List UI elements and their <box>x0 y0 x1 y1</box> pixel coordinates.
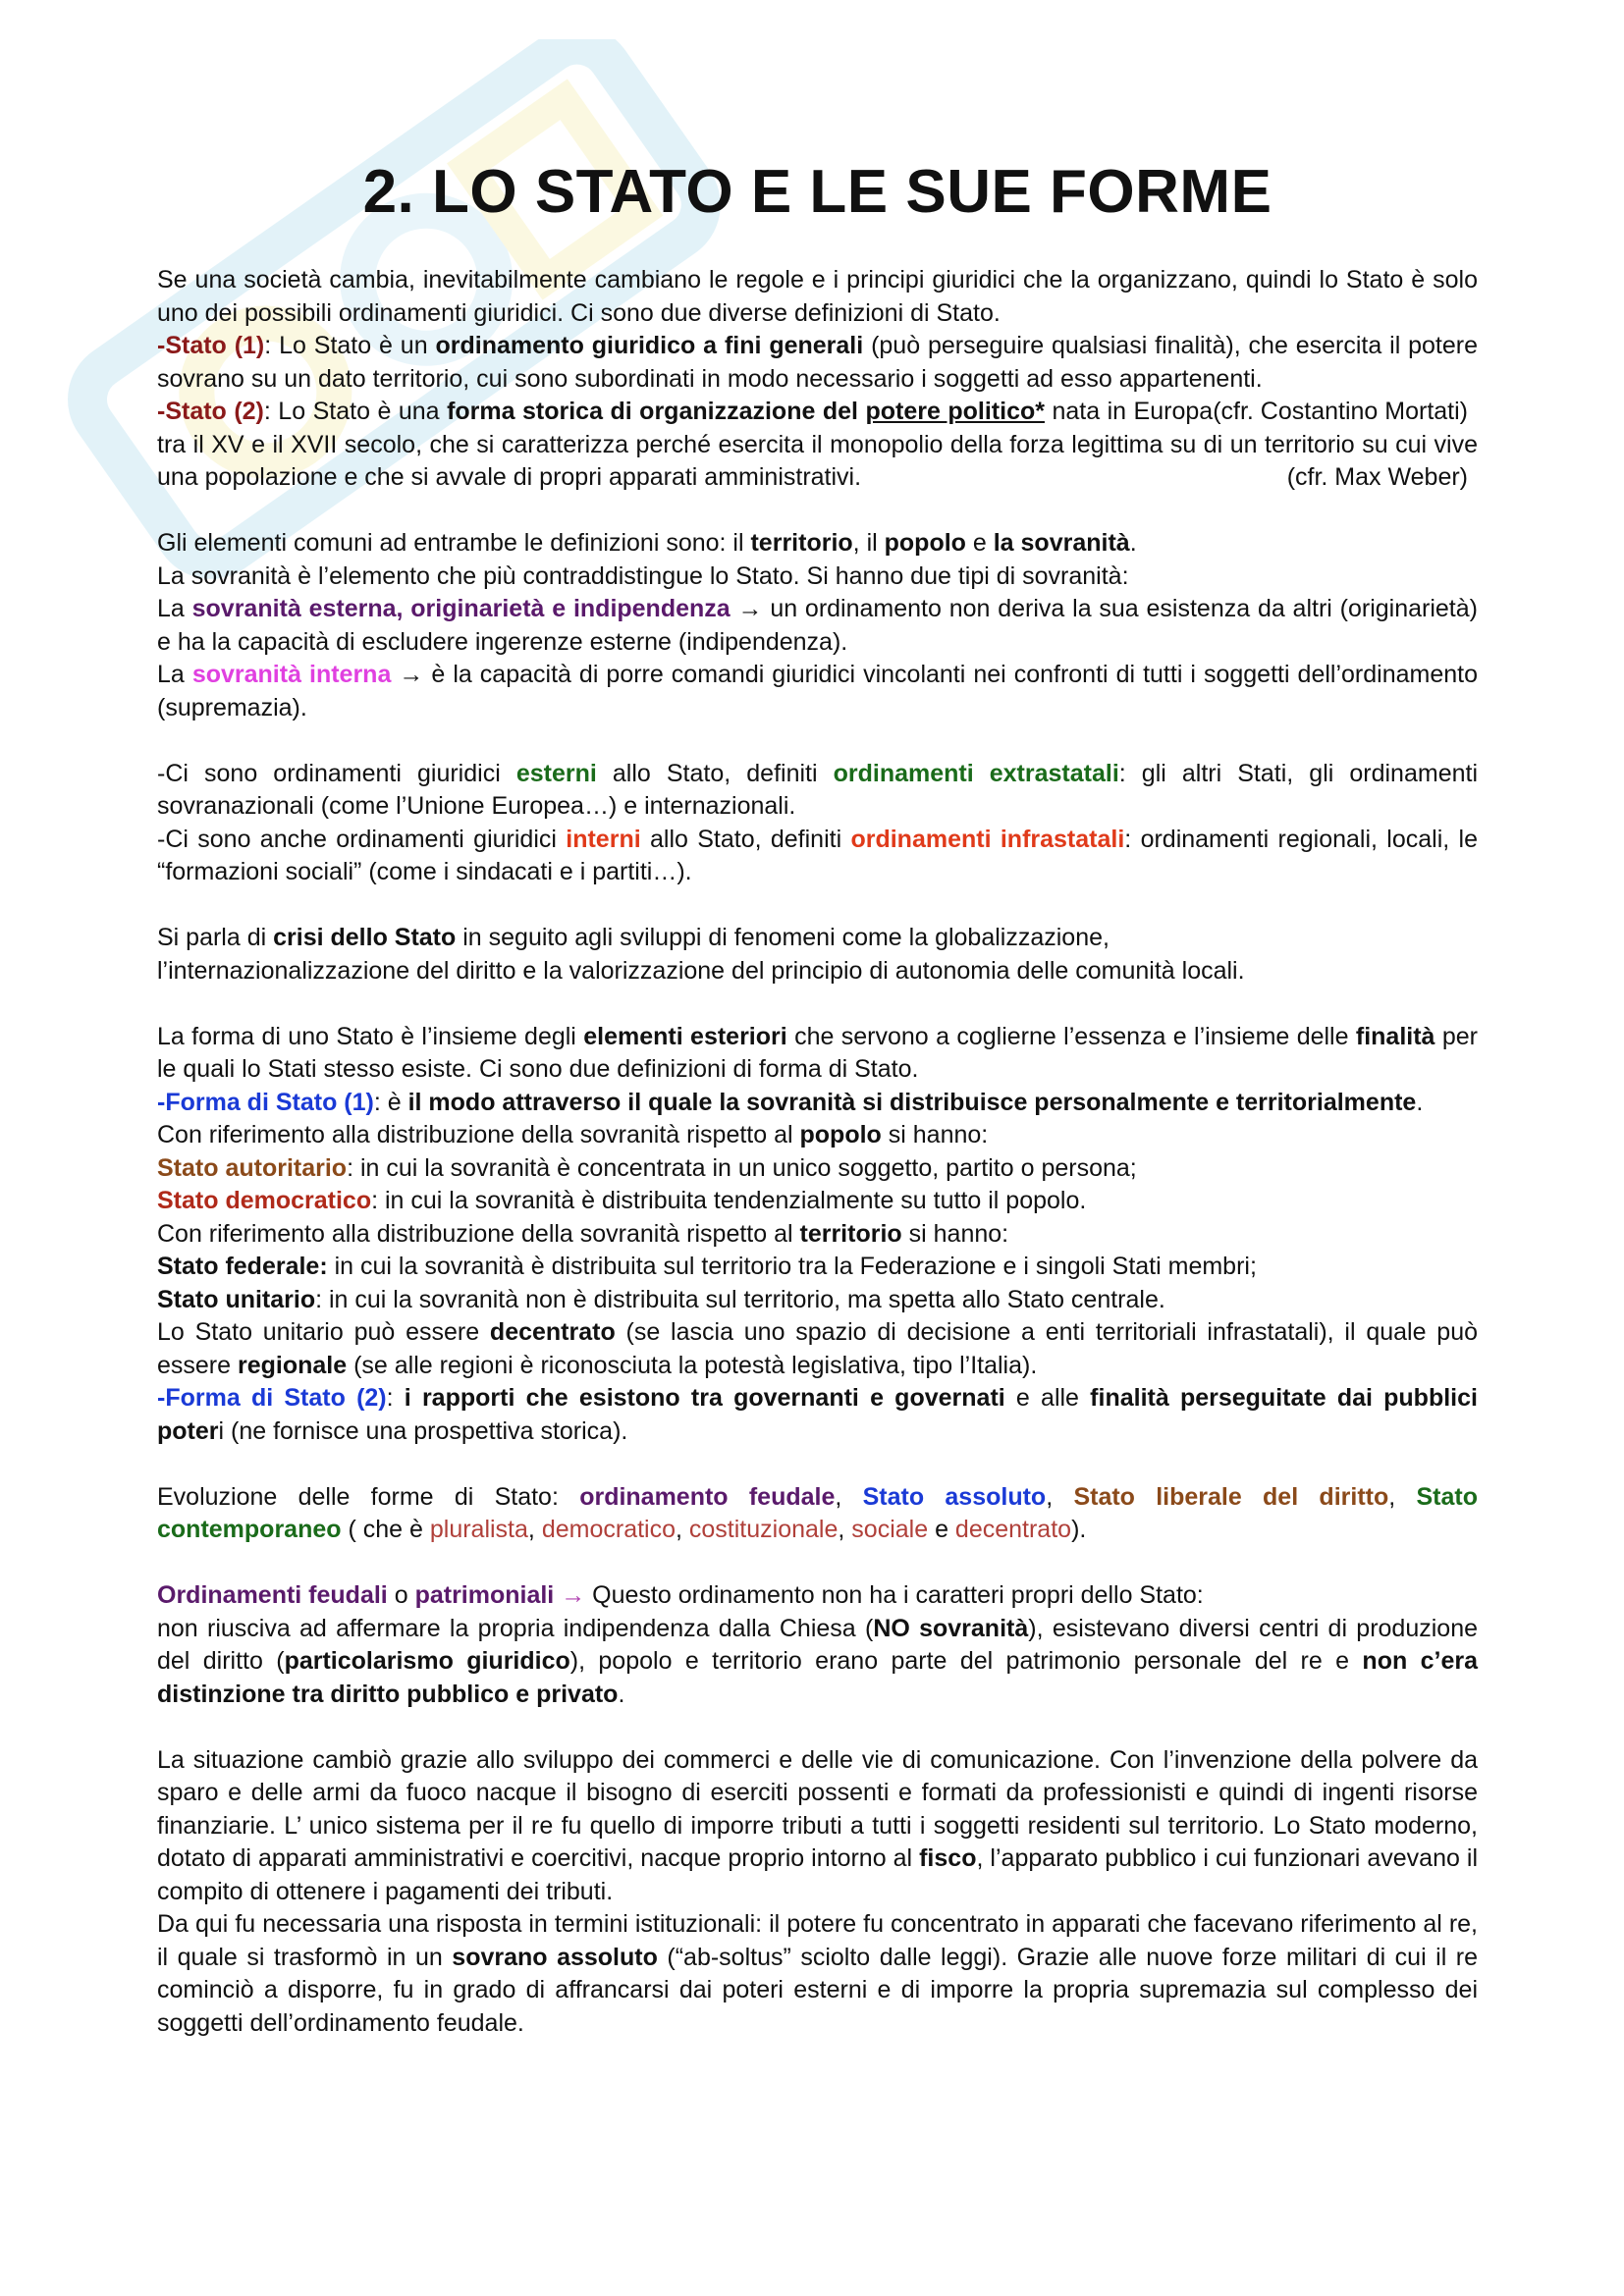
text-span: , <box>835 1482 863 1511</box>
text-span: -Ci sono anche ordinamenti giuridici <box>157 825 567 853</box>
text-span: ordinamenti infrastatali <box>850 825 1125 853</box>
arrow-right-icon: → <box>730 595 771 622</box>
text-span: ), esistevano diversi centri di produzione del diritto ( <box>157 1614 1478 1675</box>
sovranita-interna-label: sovranità interna <box>191 661 392 688</box>
stato-1-label: -Stato (1) <box>157 332 265 359</box>
text-span: finalità <box>1355 1022 1435 1050</box>
text-span: (se alle regioni è riconosciuta la potestà legislativa, tipo l’Italia). <box>347 1351 1038 1379</box>
sovranita-interna-paragraph <box>157 659 1478 724</box>
page-title: 2. LO STATO E LE SUE FORME <box>362 158 1272 226</box>
text-span: La <box>157 595 192 622</box>
document-page <box>157 147 1478 2040</box>
feudali-paragraph <box>157 1613 1478 1712</box>
ordinamenti-esterni-paragraph <box>157 758 1478 824</box>
text-span: democratico <box>541 1516 676 1543</box>
text-span: (se lascia uno spazio di decisione a enti territoriali infrastatali), il quale può essere <box>157 1318 1479 1379</box>
text-span: allo Stato, definiti <box>596 759 834 787</box>
text-span: in seguito agli sviluppi di fenomeni come la globalizzazione, <box>456 924 1110 951</box>
text-span: : in cui la sovranità non è distribuita sul territorio, ma spetta allo Stato centrale. <box>315 1285 1165 1313</box>
text-span: : ordinamenti regionali, locali, le “formazioni sociali” (come i sindacati e i partiti…). <box>157 825 1478 885</box>
arrow-right-icon: → <box>554 1581 593 1609</box>
stato-2-label: -Stato (2) <box>157 398 264 425</box>
text-span: decentrato <box>489 1318 616 1346</box>
text-span: : in cui la sovranità è concentrata in un unico soggetto, partito o persona; <box>347 1153 1137 1182</box>
text-span: non riusciva ad affermare la propria indipendenza dalla Chiesa ( <box>157 1614 874 1642</box>
intro-paragraph: Se una società cambia, inevitabilmente cambiano le regole e i principi giuridici che la organizzano, quindi lo Stato è solo uno dei possibili ordinamenti giuridici. Ci sono due diverse definizioni di Stato. <box>157 266 1478 327</box>
text-span: , il <box>852 529 885 557</box>
text-span: , <box>1388 1482 1417 1511</box>
feudali-heading-line <box>157 1579 1478 1613</box>
forma-intro-paragraph <box>157 1021 1478 1087</box>
crisi-paragraph <box>157 922 1478 988</box>
stato-federale-line <box>157 1251 1478 1284</box>
text-span: Con riferimento alla distribuzione della sovranità rispetto al <box>157 1219 800 1248</box>
text-span: i rapporti che esistono tra governanti e governati <box>404 1384 1005 1412</box>
text-span: -Ci sono ordinamenti giuridici <box>157 759 516 787</box>
text-span: , <box>527 1516 542 1543</box>
text-span: Con riferimento alla distribuzione della sovranità rispetto al <box>157 1121 800 1148</box>
sovranita-intro: La sovranità è l’elemento che più contraddistingue lo Stato. Si hanno due tipi di sovranità: <box>157 561 1129 590</box>
text-span: patrimoniali <box>414 1581 555 1609</box>
text-span: territorio <box>750 529 853 557</box>
text-span: non c’era distinzione tra diritto pubblico e privato <box>157 1647 1478 1708</box>
text-span: . <box>618 1680 625 1708</box>
text-span: Stato democratico <box>157 1187 372 1214</box>
text-span: ordinamenti extrastatali <box>833 759 1119 787</box>
text-span: Stato federale: <box>157 1253 328 1280</box>
text-span: in cui la sovranità è distribuita sul territorio tra la Federazione e i singoli Stati membri; <box>327 1253 1257 1280</box>
text-span: La <box>157 661 192 688</box>
text-span: territorio <box>799 1219 902 1248</box>
situazione-paragraph <box>157 1744 1478 1909</box>
text-span: Questo ordinamento non ha i caratteri propri dello Stato: <box>592 1581 1204 1609</box>
text-span: (“ab-soltus” sciolto dalle leggi). Grazie alle nuove forze militari di cui il re cominciò a disporre, fu in grado di affrancarsi dai poteri esterni e di imporre la propria supremazia sul complesso dei soggetti dell’ordinamento feudale. <box>157 1943 1479 2037</box>
text-span: interni <box>566 825 641 853</box>
stato-democratico-line <box>157 1185 1478 1218</box>
text-span: Stato assoluto <box>862 1482 1047 1511</box>
text-span: forma storica di organizzazione del <box>447 398 866 425</box>
text-span: , l’apparato pubblico i cui funzionari avevano il compito di ottenere i pagamenti dei tributi. <box>157 1844 1478 1905</box>
text-span: e <box>928 1516 955 1543</box>
text-span: : Lo Stato è una <box>263 398 448 425</box>
text-span: finalità perseguitate dai pubblici poter <box>157 1384 1478 1445</box>
text-span: e <box>965 529 994 557</box>
text-span: crisi dello Stato <box>273 924 457 951</box>
citation-weber: (cfr. Max Weber) <box>1286 463 1468 491</box>
text-span: potere politico* <box>865 398 1045 425</box>
forma-2-label: -Forma di Stato (2) <box>157 1384 387 1412</box>
text-span: popolo <box>799 1121 882 1148</box>
text-span: l’internazionalizzazione del diritto e la valorizzazione del principio di autonomia delle comunità locali. <box>157 956 1245 985</box>
text-span: La situazione cambiò grazie allo sviluppo dei commerci e delle vie di comunicazione. Con l’invenzione della polvere da sparo e delle armi da fuoco nacque il bisogno di eserciti possenti e formati da professionisti e quindi di ingenti risorse finanziarie. L’ unico sistema per il re fu quello di imporre tributi a tutti i soggetti residenti sul territorio. Lo Stato moderno, dotato di apparati amministrativi e coercitivi, nacque proprio intorno al <box>157 1745 1478 1872</box>
ordinamenti-interni-paragraph <box>157 824 1478 889</box>
text-span: . <box>1416 1088 1424 1116</box>
text-span: allo Stato, definiti <box>640 825 851 853</box>
sovranita-esterna-paragraph <box>157 593 1478 659</box>
text-span: Evoluzione delle forme di Stato: <box>157 1482 580 1511</box>
text-span: è la capacità di porre comandi giuridici vincolanti nei confronti di tutti i soggetti dell’ordinamento (supremazia). <box>157 661 1478 721</box>
citation-mortati: (cfr. Costantino Mortati) <box>1213 398 1468 425</box>
text-span: , <box>1046 1482 1074 1511</box>
text-span: si hanno: <box>901 1219 1009 1248</box>
text-span: , <box>676 1516 689 1543</box>
text-span: e alle <box>1004 1384 1091 1412</box>
text-span: sovrano assoluto <box>452 1943 658 1971</box>
text-span: : gli altri Stati, gli ordinamenti sovranazionali (come l’Unione Europea…) e internazionali. <box>157 759 1478 820</box>
text-span: il modo attraverso il quale la sovranità si distribuisce personalmente e territorialmente <box>407 1088 1417 1116</box>
text-span: Lo Stato unitario può essere <box>157 1318 490 1346</box>
elementi-paragraph <box>157 527 1478 561</box>
text-span: o <box>387 1581 415 1609</box>
forma-1-label: -Forma di Stato (1) <box>157 1088 374 1116</box>
stato-unitario-line <box>157 1284 1478 1317</box>
text-span: : in cui la sovranità è distribuita tendenzialmente su tutto il popolo. <box>371 1187 1087 1214</box>
stato-autoritario-line <box>157 1152 1478 1186</box>
text-span: fisco <box>919 1844 977 1872</box>
forma-2-paragraph <box>157 1382 1478 1448</box>
text-span: si hanno: <box>881 1121 989 1148</box>
text-span: (può perseguire qualsiasi finalità), che esercita il potere sovrano su un dato territorio, cui sono subordinati in modo necessario i soggetti ad esso appartenenti. <box>157 332 1479 393</box>
forma-1-paragraph <box>157 1087 1478 1120</box>
text-span: NO sovranità <box>873 1614 1029 1642</box>
text-span: Stato autoritario <box>157 1153 348 1182</box>
text-span: Stato liberale del diritto <box>1073 1482 1389 1511</box>
text-span: ordinamento giuridico a fini generali <box>435 332 864 359</box>
text-span: : Lo Stato è un <box>264 332 436 359</box>
text-span: Gli elementi comuni ad entrambe le definizioni sono: il <box>157 529 751 557</box>
text-span: per le quali lo Stati stesso esiste. Ci sono due definizioni di forma di Stato. <box>157 1022 1478 1083</box>
text-span: , <box>838 1516 852 1543</box>
text-span: ( che è <box>341 1516 430 1543</box>
text-span: popolo <box>884 529 966 557</box>
text-span: Si parla di <box>157 924 274 951</box>
risposta-paragraph <box>157 1908 1478 2040</box>
text-span: La forma di uno Stato è l’insieme degli <box>157 1022 584 1050</box>
text-span: sociale <box>851 1516 929 1543</box>
popolo-intro <box>157 1119 1478 1152</box>
evoluzione-paragraph <box>157 1481 1478 1547</box>
text-span: costituzionale <box>688 1516 839 1543</box>
text-span: esterni <box>515 759 597 787</box>
text-span: Da qui fu necessaria una risposta in termini istituzionali: il potere fu concentrato in apparati che facevano riferimento al re, il quale si trasformò in un <box>157 1910 1478 1971</box>
text-span: ), popolo e territorio erano parte del patrimonio personale del re e <box>569 1647 1363 1675</box>
territorio-intro <box>157 1218 1478 1252</box>
text-span: . <box>1129 529 1137 557</box>
text-span: Ordinamenti feudali <box>157 1581 388 1609</box>
text-span: elementi esteriori <box>583 1022 787 1050</box>
text-span: decentrato <box>954 1516 1072 1543</box>
text-span: ). <box>1071 1516 1087 1543</box>
sovranita-esterna-label: sovranità esterna, originarietà e indipendenza <box>191 595 731 622</box>
text-span: : <box>386 1384 405 1412</box>
text-span: che servono a coglierne l’essenza e l’insieme delle <box>786 1022 1356 1050</box>
text-span: Stato unitario <box>157 1285 316 1313</box>
text-span: nata in Europa tra il XV e il XVII secolo, che si caratterizza perché esercita il monopolio della forza legittima su di un territorio su cui vive una popolazione e che si avvale di propri apparati amministrativi. <box>157 398 1478 491</box>
text-span: la sovranità <box>993 529 1130 557</box>
decentrato-paragraph <box>157 1316 1478 1382</box>
arrow-right-icon: → <box>391 661 432 688</box>
text-span: i (ne fornisce una prospettiva storica). <box>218 1416 628 1445</box>
text-span: ordinamento feudale <box>579 1482 836 1511</box>
text-span: : è <box>373 1088 408 1116</box>
text-span: particolarismo giuridico <box>284 1647 570 1675</box>
text-span: regionale <box>237 1351 348 1379</box>
text-span: Stato contemporaneo <box>157 1482 1478 1543</box>
text-span: pluralista <box>429 1516 528 1543</box>
text-span: un ordinamento non deriva la sua esistenza da altri (originarietà) e ha la capacità di escludere ingerenze esterne (indipendenza). <box>157 595 1478 656</box>
